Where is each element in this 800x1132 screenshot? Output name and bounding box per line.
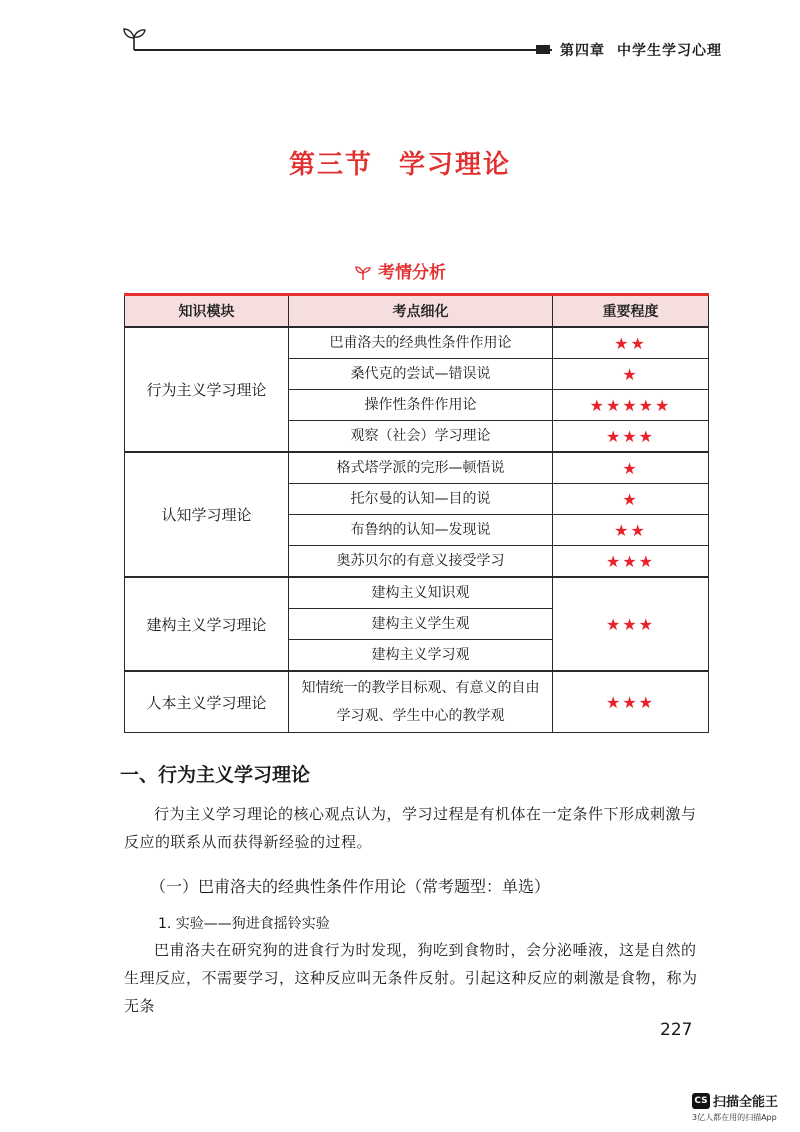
detail-cell: 建构主义学生观 [289,609,553,640]
table-row [125,577,709,609]
importance-stars: ★★★ [553,546,709,578]
watermark-name: 扫描全能王 [713,1095,779,1110]
importance-stars: ★★ [553,515,709,546]
detail-cell: 巴甫洛夫的经典性条件作用论 [289,327,553,359]
running-header [560,40,722,60]
importance-stars: ★★★ [553,421,709,453]
section-name: 学习理论 [399,150,512,180]
page-number: 227 [660,1020,693,1040]
heading-level-3: 1. 实验——狗进食摇铃实验 [158,916,330,932]
importance-stars: ★★★ [553,577,709,671]
module-cell: 行为主义学习理论 [125,327,289,452]
column-header: 重要程度 [553,295,709,328]
module-cell: 认知学习理论 [125,452,289,577]
camscanner-logo-icon: CS [692,1093,710,1109]
scanner-watermark [692,1090,788,1123]
sprout-icon [120,24,148,52]
header-tag [536,45,550,54]
section-number: 第三节 [288,150,373,180]
detail-cell: 布鲁纳的认知—发现说 [289,515,553,546]
heading-level-1: 一、行为主义学习理论 [120,764,311,786]
importance-stars: ★★★ [553,671,709,733]
table-header-row [125,295,709,328]
paragraph: 巴甫洛夫在研究狗的进食行为时发现，狗吃到食物时，会分泌唾液，这是自然的生理反应，不需要学习，这种反应叫无条件反射。引起这种反应的刺激是食物，称为无条 [124,941,698,1015]
detail-cell: 奥苏贝尔的有意义接受学习 [289,546,553,578]
detail-cell: 桑代克的尝试—错误说 [289,359,553,390]
header-rule [134,49,552,51]
analysis-heading-text: 考情分析 [378,263,446,283]
importance-stars: ★ [553,359,709,390]
exam-analysis-table [124,293,709,733]
table-row [125,327,709,359]
heading-level-2: （一）巴甫洛夫的经典性条件作用论（常考题型：单选） [150,877,551,896]
module-cell: 建构主义学习理论 [125,577,289,671]
detail-cell: 托尔曼的认知—目的说 [289,484,553,515]
chapter-title: 中学生学习心理 [617,43,722,59]
module-cell: 人本主义学习理论 [125,671,289,733]
analysis-heading [0,258,800,283]
column-header: 考点细化 [289,295,553,328]
detail-cell: 操作性条件作用论 [289,390,553,421]
importance-stars: ★★★★★ [553,390,709,421]
chapter-number: 第四章 [560,43,605,59]
detail-cell: 建构主义知识观 [289,577,553,609]
detail-cell: 建构主义学习观 [289,640,553,672]
sprout-icon [354,265,372,281]
importance-stars: ★ [553,484,709,515]
importance-stars: ★★ [553,327,709,359]
table-row [125,452,709,484]
importance-stars: ★ [553,452,709,484]
detail-cell: 知情统一的教学目标观、有意义的自由学习观、学生中心的教学观 [289,671,553,733]
section-title [0,144,800,181]
detail-cell: 格式塔学派的完形—顿悟说 [289,452,553,484]
table-row [125,671,709,733]
column-header: 知识模块 [125,295,289,328]
detail-cell: 观察（社会）学习理论 [289,421,553,453]
watermark-tagline: 3亿人都在用的扫描App [692,1113,777,1122]
paragraph: 行为主义学习理论的核心观点认为，学习过程是有机体在一定条件下形成刺激与反应的联系从而获得新经验的过程。 [124,805,697,851]
